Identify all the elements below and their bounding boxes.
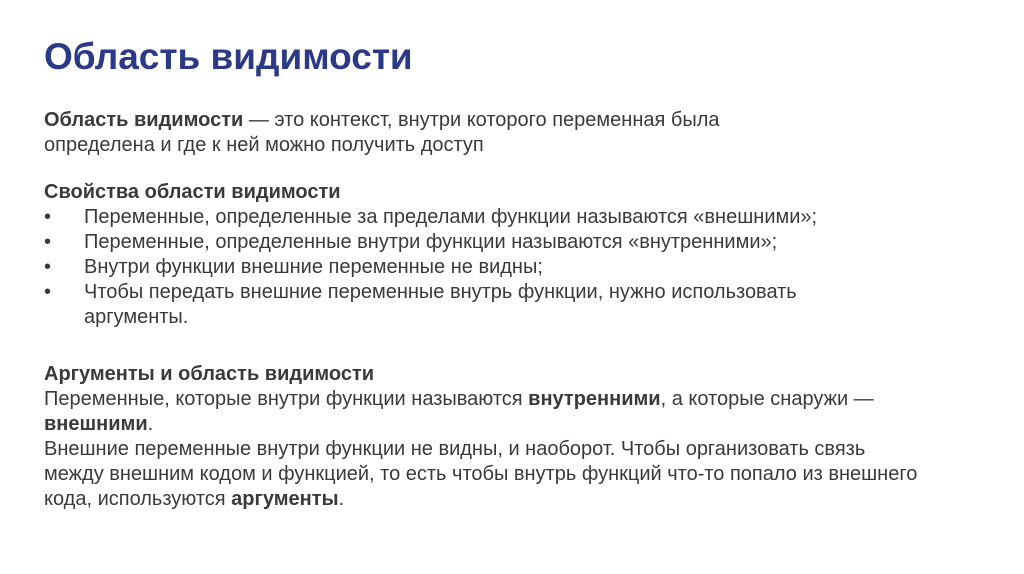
list-item — [44, 255, 944, 280]
text-run: . — [338, 488, 345, 510]
arguments-paragraph-2 — [44, 437, 924, 512]
emphasis-external: внешними — [44, 413, 148, 435]
slide-title: Область видимости — [44, 36, 413, 77]
arguments-section — [44, 362, 924, 512]
list-item-text: Внутри функции внешние переменные не видны; — [84, 256, 543, 278]
bullet-icon: • — [44, 206, 52, 228]
list-item — [44, 280, 904, 330]
list-item-text: Переменные, определенные за пределами функции называются «внешними»; — [84, 206, 818, 228]
emphasis-internal: внутренними — [528, 388, 661, 410]
properties-section — [44, 180, 944, 330]
arguments-heading: Аргументы и область видимости — [44, 363, 375, 385]
list-item — [44, 205, 944, 230]
list-item — [44, 230, 944, 255]
bullet-icon: • — [44, 256, 52, 278]
definition-paragraph — [44, 108, 814, 158]
list-item-text: Чтобы передать внешние переменные внутрь функции, нужно использовать аргументы. — [84, 281, 797, 328]
bullet-icon: • — [44, 231, 52, 253]
arguments-paragraph-1 — [44, 387, 884, 437]
definition-term: Область видимости — [44, 109, 244, 131]
emphasis-arguments: аргументы — [231, 488, 339, 510]
text-run: Внешние переменные внутри функции не видны, и наоборот. Чтобы организовать связь между внешним кодом и функцией, то есть чтобы внутрь функций что-то попало из внешнего кода, используются — [44, 438, 918, 510]
definition-text: — это контекст, внутри которого переменная была определена и где к ней можно получить доступ — [44, 109, 720, 156]
text-run: . — [147, 413, 154, 435]
properties-heading: Свойства области видимости — [44, 181, 341, 203]
text-run: Переменные, которые внутри функции называются — [44, 388, 529, 410]
list-item-text: Переменные, определенные внутри функции называются «внутренними»; — [84, 231, 778, 253]
text-run: , а которые снаружи — — [660, 388, 874, 410]
bullet-icon: • — [44, 281, 52, 303]
properties-list — [44, 205, 944, 330]
